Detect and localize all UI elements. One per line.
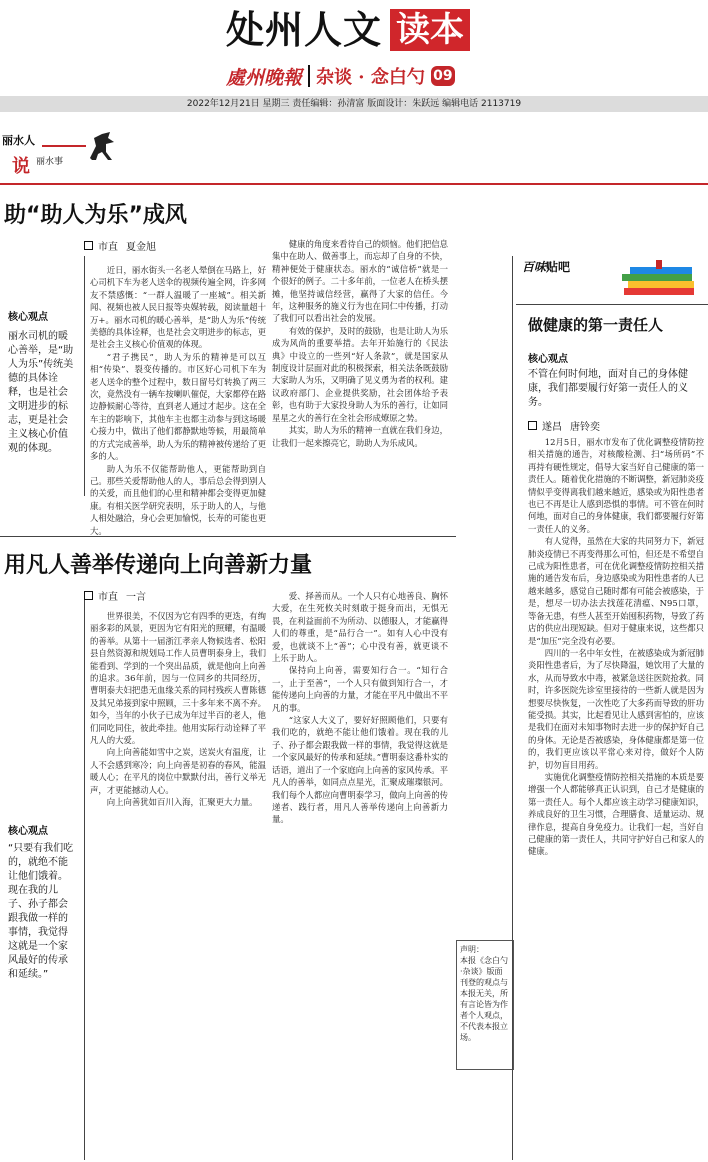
article3-byline-place: 遂昌 (542, 422, 562, 433)
horse-icon (84, 128, 120, 164)
article1-key-text: 丽水司机的暖心善举，是“助人为乐”传统美德的具体诠释，也是社会文明进步的标志，更是社会主义核心价值观的体现。 (8, 331, 74, 454)
notice-box (456, 940, 514, 1070)
article3-key-text: 不管在何时何地，面对自己的身体健康，我们都要履行好第一责任人的义务。 (528, 369, 688, 408)
paragraph: 向上向善犹如百川入海，汇聚更大力量。 (106, 797, 258, 808)
paragraph: “这家人大义了，要好好照顾他们，只要有我们吃的，就绝不能让他们饿着。现在我的儿子、孙子都会跟我做一样的事情，我觉得这就是一个家风最好的传承和延续。”曹明泰这番朴实的话语，道出了一个家庭向上向善的家风传承。平凡人的善举，如同点点星光，汇聚成璀璨银河。我们每个人都应向曹明泰学习，做向上向善的传递者、践行者，用凡人善举传递向上向善新力量。 (272, 715, 448, 825)
paragraph: 12月5日，丽水市发布了优化调整疫情防控相关措施的通告，对核酸检测、扫“场所码”不再持有硬性规定，倡导大家当好自己健康的第一责任人。随着优化措施的不断调整，新冠肺炎疫情似乎变得离我们越来越近，感染或为阳性患者也已不再是让人感到恐惧的事情。可不管在何时何地，面对自己的身体健康，我们都要履行好第一责任人的义务。 (528, 437, 704, 534)
paragraph: 实施优化调整疫情防控相关措施的本质是要增强一个人都能够真正认识到，自己才是健康的第一责任人。每个人都应该主动学习健康知识，养成良好的卫生习惯，合理膳食、适量运动、规律作息，提高自身免疫力。让我们一起，当好自己健康的第一责任人，共同守护好自己和家人的健康。 (528, 771, 704, 857)
article2-column1 (90, 610, 266, 1156)
paragraph: 四川的一名中年女性，在被感染成为新冠肺炎阳性患者后，为了尽快降温，她饮用了大量的水，从而导致水中毒，被紧急送往医院抢救。同时，许多医院先诊室里接待的一些新人就是因为想要尽快恢复，一次性吃了大多药而导致的肝功能受损。其实，比起看见让人感到害怕的，应该是我们在面对未知事物时去进一步的保护好自己的身体。无论是否被感染，身体健康都是第一位的，我们更应该以平常心来对待，做好个人防护，切勿盲目用药。 (528, 647, 704, 770)
paragraph: 有效的保护，及时的鼓励，也是让助人为乐成为风尚的重要举措。去年开始施行的《民法典》中设立的一些列“好人条款”，就是国家从制度设计层面对此的积极探索，相关法条既鼓励大家助人为乐，又明确了见义勇为者的权利。建议政府部门、企业提供奖励，社会团体给予表彰，也有助于大家投身助人为乐的善行，让如同星星之火的善行在全社会形成燎原之势。 (272, 325, 448, 423)
books-icon (620, 258, 700, 304)
article3-byline-author: 唐铃奕 (570, 422, 600, 433)
article3-body (528, 436, 704, 1156)
byline-square-icon (84, 591, 93, 600)
paragraph: 保持向上向善，需要知行合一。“知行合一，止于至善”，一个人只有做到知行合一，才能传递向上向善的力量，才能在平凡中做出不平凡的事。 (272, 665, 448, 713)
article2-byline-author: 一言 (126, 592, 146, 603)
article1-byline-place: 市直 (98, 242, 118, 253)
paragraph: 有人觉得，虽然在大家的共同努力下，新冠肺炎疫情已不再变得那么可怕，但还是不希望自己成为阳性患者，可在优化调整疫情防控相关措施的通告发布后，身边感染或为阳性患者的人已越来越多，感觉自己随时都有可能会被感染，于是，想尽一切办法去找莲花清瘟、N95口罩，等备无患，有些人甚至开始囤积药物，导致了药店的供应出现短缺。但对于健康来说，这些都只是“加压”完全没有必要。 (528, 536, 704, 646)
article2-byline-place: 市直 (98, 592, 118, 603)
paragraph: 世界很美，不仅因为它有四季的更迭，有绚丽多彩的风景，更因为它有阳光的照耀，有温暖的善举。从第十一届浙江孝亲人物候选者、松阳县自然资源和规划局工作人员曹明泰身上，我们能看到、学到的一个突出品质，就是他向上向善的追求。36年前，因与一位同乡的共同经历，曹明泰夫妇把患无血缘关系的同村残疾人曹陈德及其兄弟接到家中照顾，三十多年来不离不弃。如今，当年的小伙子已成为年过半百的老人，他们同吃同住，彼此牵挂。他用实际行动诠释了平凡人的大爱。 (90, 611, 266, 746)
article1-headline: 助“助人为乐”成风 (4, 203, 187, 228)
article1-byline (84, 238, 156, 253)
page-number: 09 (431, 66, 455, 86)
baiwei-logo (522, 258, 570, 275)
article-separator (0, 536, 456, 537)
column-logo-rule (42, 145, 86, 147)
header-rule (0, 183, 708, 185)
notice-title: 声明： (460, 945, 484, 954)
masthead-title: 处州人文 (226, 7, 383, 52)
column-divider (84, 600, 85, 1160)
article2-key-text: “只要有我们吃的，就绝不能让他们饿着。现在我的儿子、孙子都会跟我做一样的事情，我觉得这就是一个家风最好的传承和延续。” (8, 843, 74, 980)
article-separator (516, 304, 708, 305)
subhead (226, 62, 496, 90)
article3-key-label: 核心观点 (528, 354, 568, 365)
article2-column2 (272, 590, 448, 1156)
dateline: 2022年12月21日 星期三 责任编辑：孙清富 版面设计：朱跃远 编辑电话 2113719 (186, 99, 522, 109)
article2-headline: 用凡人善举传递向上向善新力量 (4, 553, 313, 578)
column-logo-baiwei (512, 258, 708, 304)
column-logo-line1: 丽水人 (2, 134, 35, 147)
newspaper-name: 處州晚報 (226, 66, 303, 89)
masthead (226, 8, 494, 52)
article2-key-label: 核心观点 (8, 826, 48, 837)
paragraph: 其实，助人为乐的精神一直就在我们身边，让我们一起来擦亮它，助助人为乐成风。 (272, 425, 448, 448)
column-divider (512, 256, 513, 1160)
notice-text: 本报《念白勺·杂谈》版面刊登的观点与本报无关，所有言论皆为作者个人观点，不代表本报立场。 (460, 956, 508, 1042)
article2-byline (84, 588, 146, 603)
column-logo-line2: 说 (12, 156, 30, 177)
baiwei-logo-b: 贴吧 (546, 260, 571, 274)
article3-headline: 做健康的第一责任人 (528, 316, 664, 334)
column-divider (84, 256, 85, 496)
paragraph: 爱、择善而从。一个人只有心地善良、胸怀大爱，在生死攸关时刻敢于挺身而出，无惧无畏，在利益面前不为所动、以德服人，才能赢得人们的尊重，是“品行合一”。如有人心中没有爱，也就谈不上“善”；心中没有善，就更谈不上乐于助人。 (272, 591, 448, 664)
article1-column2 (272, 238, 448, 530)
column-logo (2, 128, 120, 177)
article1-column1 (90, 264, 266, 536)
paragraph: 向上向善能如雪中之炭，送炭火有温度，让人不会感到寒冷；向上向善是初春的春风，能温暖人心；在平凡的岗位中默默付出，善行义举无声，才更能撼动人心。 (90, 747, 266, 795)
byline-square-icon (84, 241, 93, 250)
baiwei-logo-a: 百味 (522, 260, 547, 274)
article1-byline-author: 夏金旭 (126, 242, 156, 253)
paragraph: 近日，丽水街头一名老人晕倒在马路上，好心司机下车为老人送伞的视频传遍全网，许多网友不禁感慨：“一群人温暖了一座城”。相关新闻、视频也被人民日报等央媒转载，阅读量超十万+。丽水司机的暖心善举，是“助人为乐”传统美德的具体诠释，也是社会文明进步的标志，更是社会主义核心价值观的体现。 (90, 265, 266, 350)
section-name: 杂谈 · 念白勺 (316, 67, 425, 88)
article1-key-label: 核心观点 (8, 312, 48, 323)
article3-byline (528, 418, 600, 433)
paragraph: 助人为乐不仅能帮助他人，更能帮助到自己。那些关爱帮助他人的人，事后总会得到别人的关爱，而且他们的心里和精神都会变得更加健康。有相关医学研究表明，乐于助人的人，与他人相处融洽，身心会更加愉悦，长寿的可能也更大。 (90, 463, 266, 536)
byline-square-icon (528, 421, 537, 430)
paragraph: “君子携民”，助人为乐的精神是可以互相“传染”、裂变传播的。市区好心司机下车为老人送伞的整个过程中，数日留号灯转换了两三次，竟然没有一辆车按喇叭催促，大家都停在路边静候耐心等待，直到老人通过才起步。这在全车主的影响下，其他车主也都主动参与到这场暖心接力中，做出了他们都静默地等候，用最简单的方式完成善举，助人为乐的精神被传递给了更多的人。 (90, 351, 266, 462)
column-logo-line3: 丽水事 (36, 157, 64, 167)
paragraph: 健康的角度来看待自己的烦恼。他们把信息集中在助人、做善事上，而忘却了自身的不快，精神便处于健康状态。丽水的“诚信桥”就是一个很好的例子。二十多年前，一位老人在桥头摆摊，他坚持诚信经营，赢得了大家的信任。今年，这种服务的施义行为也在同仁中传播，打动了我们可以看出社会的发展。 (272, 239, 448, 324)
masthead-title-highlight: 读本 (390, 9, 470, 51)
subhead-divider (308, 65, 310, 87)
